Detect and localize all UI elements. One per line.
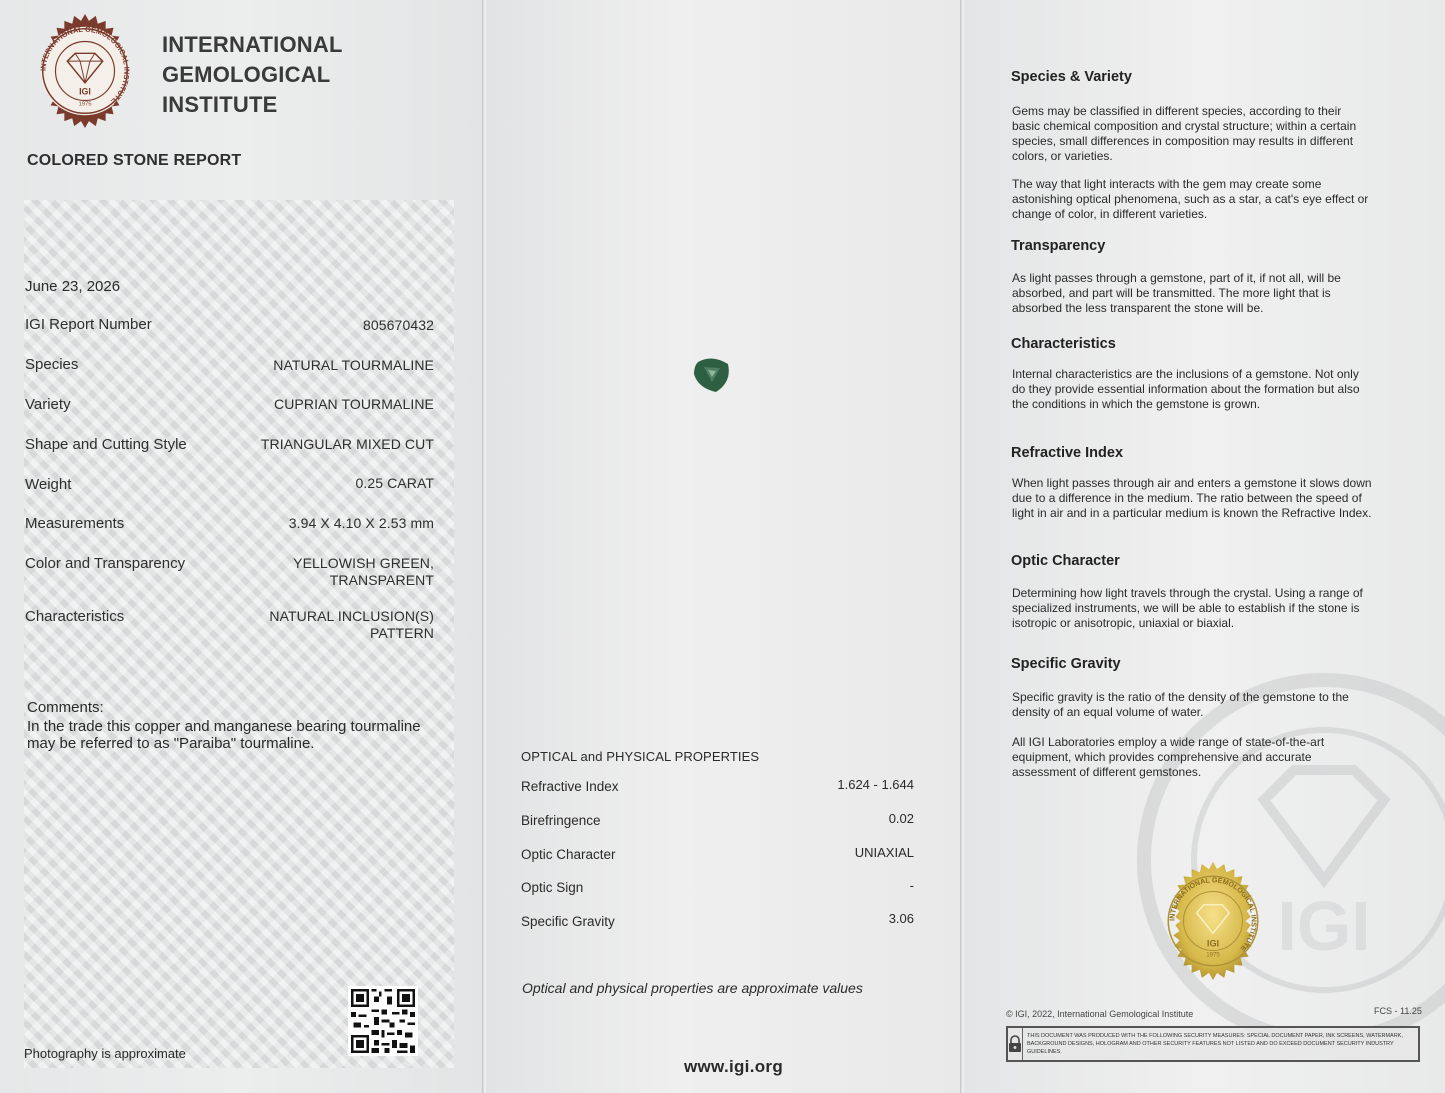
glossary-text-transparency: As light passes through a gemstone, part of it, if not all, will be absorbed, and part will be transmitted. The more light that is absorbed the less transparent the stone will be.	[1012, 271, 1341, 315]
comments-label: Comments:	[27, 699, 104, 716]
field-label-variety: Variety	[25, 396, 71, 413]
field-value-characteristics-line2: PATTERN	[370, 625, 434, 641]
field-label-report-number: IGI Report Number	[25, 316, 152, 333]
prop-label-optic-sign: Optic Sign	[521, 880, 584, 895]
field-label-weight: Weight	[25, 476, 72, 493]
prop-value-refractive-index: 1.624 - 1.644	[837, 777, 914, 792]
copyright-text: © IGI, 2022, International Gemological Institute	[1006, 1009, 1194, 1019]
field-value-variety: CUPRIAN TOURMALINE	[274, 396, 434, 412]
field-label-measurements: Measurements	[25, 515, 125, 532]
field-value-weight: 0.25 CARAT	[355, 475, 434, 491]
glossary-title-transparency: Transparency	[1011, 238, 1106, 254]
photography-note: Photography is approximate	[24, 1046, 186, 1061]
comments-text: In the trade this copper and manganese bearing tourmaline may be referred to as "Paraiba" tourmaline.	[27, 718, 421, 752]
security-notice	[1006, 1026, 1420, 1062]
form-code: FCS - 11.25	[1374, 1006, 1422, 1016]
glossary-text-optic-character: Determining how light travels through the crystal. Using a range of specialized instruments, we will be able to establish if the stone is isotropic or anisotropic, uniaxial or biaxial.	[1012, 586, 1363, 630]
approximate-values-note: Optical and physical properties are approximate values	[522, 980, 863, 996]
field-label-characteristics: Characteristics	[25, 608, 125, 625]
glossary-title-optic-character: Optic Character	[1011, 553, 1120, 569]
glossary-title-species: Species & Variety	[1011, 69, 1132, 85]
org-name-line1: INTERNATIONAL	[162, 32, 343, 57]
left-panel	[0, 0, 482, 1093]
prop-value-specific-gravity: 3.06	[888, 911, 914, 926]
glossary-text-specific-gravity-1: Specific gravity is the ratio of the density of the gemstone to the density of an equal volume of water.	[1012, 690, 1349, 719]
glossary-title-characteristics: Characteristics	[1011, 336, 1116, 352]
svg-text:IGI: IGI	[1277, 887, 1371, 965]
glossary-title-refractive-index: Refractive Index	[1011, 445, 1124, 461]
gold-seal-monogram: IGI	[1206, 938, 1220, 949]
prop-label-specific-gravity: Specific Gravity	[521, 914, 615, 929]
prop-label-birefringence: Birefringence	[521, 813, 601, 828]
gemstone-photo	[690, 352, 734, 396]
security-notice-text: THIS DOCUMENT WAS PRODUCED WITH THE FOLLOWING SECURITY MEASURES: SPECIAL DOCUMENT PAPER, INK SCREENS, WATERMARK, BACKGROUND DESIGNS, HOLOGRAM AND OTHER SECURITY FEATURES NOT LISTED AND DO EXCEED DOCUMENT SECURITY INDUSTRY GUIDELINES.	[1027, 1033, 1403, 1055]
logo-ring-text: INTERNATIONAL GEMOLOGICAL INSTITUTE	[38, 24, 132, 107]
field-value-shape: TRIANGULAR MIXED CUT	[260, 436, 434, 452]
field-label-species: Species	[25, 356, 79, 373]
field-value-color	[293, 555, 434, 589]
prop-value-optic-character: UNIAXIAL	[854, 845, 914, 860]
logo-year: 1975	[78, 101, 92, 108]
prop-value-optic-sign: -	[909, 878, 914, 893]
prop-label-optic-character: Optic Character	[521, 847, 616, 862]
prop-label-refractive-index: Refractive Index	[521, 779, 619, 794]
field-value-characteristics-line1: NATURAL INCLUSION(S)	[269, 608, 434, 624]
field-value-species: NATURAL TOURMALINE	[273, 357, 434, 373]
org-name-line2: GEMOLOGICAL	[162, 62, 331, 87]
field-value-report-number: 805670432	[363, 317, 434, 333]
field-value-color-line2: TRANSPARENT	[329, 572, 434, 588]
field-value-measurements: 3.94 X 4.10 X 2.53 mm	[288, 515, 434, 531]
qr-code-icon	[348, 986, 418, 1056]
right-panel	[964, 0, 1445, 1093]
gold-seal-ring-text: INTERNATIONAL GEMOLOGICAL INSTITUTE	[1168, 876, 1258, 953]
org-name-line3: INSTITUTE	[162, 92, 278, 117]
glossary-text-characteristics: Internal characteristics are the inclusions of a gemstone. Not only do they provide essential information about the formation but also the conditions in which the gemstone is grown.	[1012, 367, 1360, 411]
glossary-text-species-1: Gems may be classified in different species, according to their basic chemical composition and crystal structure; within a certain species, small differences in composition may results in different colors, or varieties.	[1012, 104, 1357, 163]
field-value-color-line1: YELLOWISH GREEN,	[293, 555, 434, 571]
gold-seal-year: 1975	[1206, 951, 1220, 959]
field-label-color: Color and Transparency	[25, 555, 186, 572]
middle-panel	[486, 0, 960, 1093]
field-label-shape: Shape and Cutting Style	[25, 436, 187, 453]
report-title: COLORED STONE REPORT	[27, 152, 242, 169]
properties-title: OPTICAL and PHYSICAL PROPERTIES	[521, 749, 760, 764]
logo-monogram: IGI	[79, 86, 91, 97]
gold-hologram-seal-icon	[1152, 860, 1274, 982]
lock-icon	[1008, 1028, 1023, 1060]
prop-value-birefringence: 0.02	[888, 811, 914, 826]
igi-logo-seal	[26, 12, 144, 130]
website-link[interactable]: www.igi.org	[684, 1057, 783, 1076]
org-name	[162, 30, 343, 120]
glossary-text-specific-gravity-2: All IGI Laboratories employ a wide range of state-of-the-art equipment, which provides comprehensive and accurate assessment of different gemstones.	[1012, 735, 1325, 779]
report-date: June 23, 2026	[25, 278, 121, 295]
glossary-text-species-2: The way that light interacts with the gem may create some astonishing optical phenomena, such as a star, a cat's eye effect or change of color, in different varieties.	[1012, 177, 1369, 221]
glossary-title-specific-gravity: Specific Gravity	[1011, 656, 1121, 672]
field-value-characteristics	[269, 608, 434, 642]
glossary-text-refractive-index: When light passes through air and enters a gemstone it slows down due to a difference in the medium. The ratio between the speed of light in air and in a particular medium is known the Refractive Index.	[1012, 476, 1372, 520]
